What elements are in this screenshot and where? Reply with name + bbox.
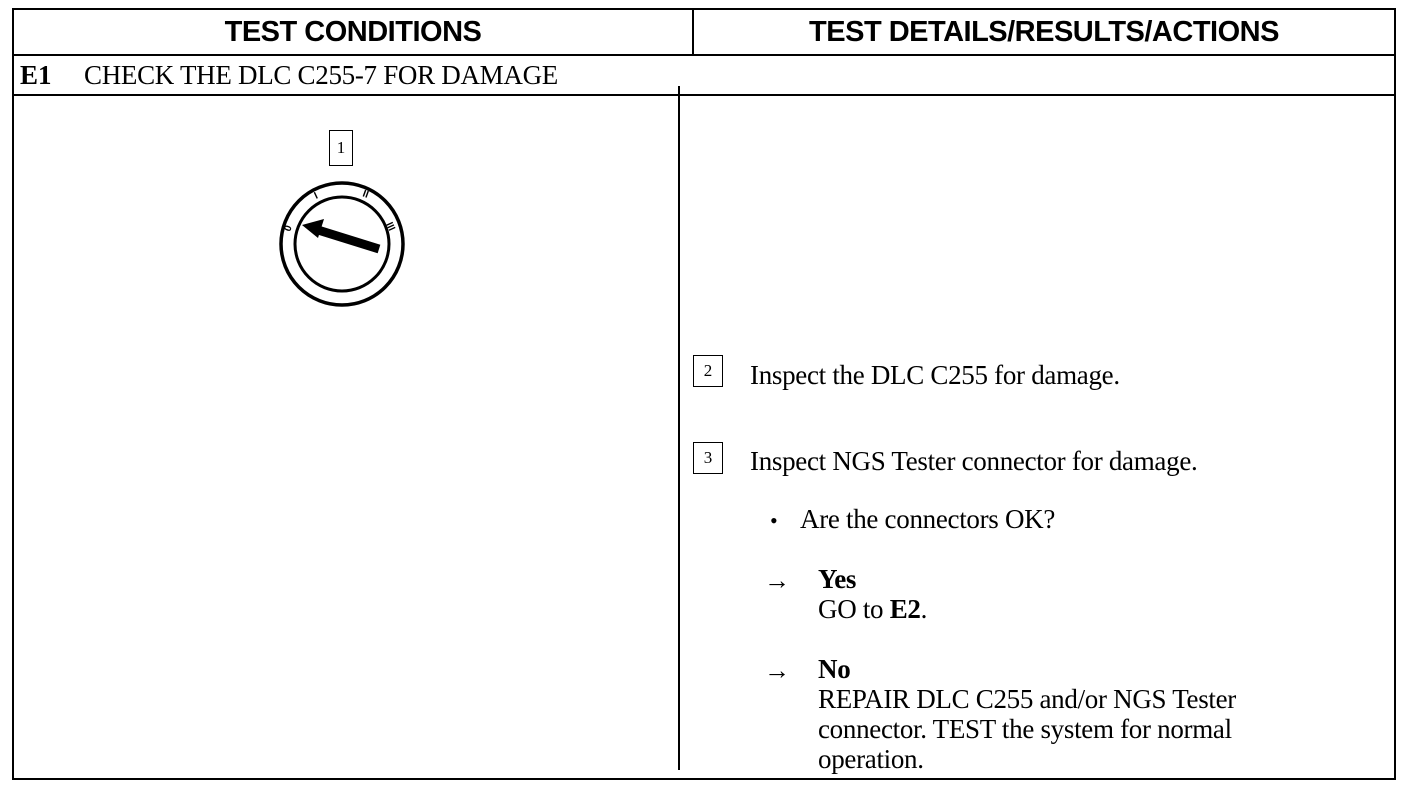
column-divider	[678, 86, 680, 770]
arrow-right-icon: →	[764, 656, 790, 685]
question-text: Are the connectors OK?	[800, 504, 1056, 534]
callout-3: 3	[693, 442, 723, 474]
no-action-line: connector. TEST the system for normal	[818, 714, 1232, 744]
bullet-icon: •	[770, 508, 778, 533]
arrow-right-icon: →	[764, 566, 790, 595]
position-label-1: I	[312, 190, 320, 202]
step-id: E1	[20, 59, 52, 90]
yes-action-prefix: GO to	[818, 594, 890, 624]
no-label: No	[818, 654, 851, 684]
callout-2: 2	[693, 355, 723, 387]
test-table	[12, 8, 1396, 780]
step-title: CHECK THE DLC C255-7 FOR DAMAGE	[84, 59, 558, 90]
step2-text: Inspect the DLC C255 for damage.	[750, 360, 1120, 390]
step3-text: Inspect NGS Tester connector for damage.	[750, 446, 1198, 476]
header-test-details: TEST DETAILS/RESULTS/ACTIONS	[809, 15, 1279, 48]
yes-label: Yes	[818, 564, 857, 594]
position-label-0: 0	[282, 224, 295, 234]
table-header-row	[14, 10, 1394, 56]
step-row	[14, 56, 1394, 96]
no-action-line: REPAIR DLC C255 and/or NGS Tester	[818, 684, 1236, 714]
callout-1: 1	[329, 130, 353, 166]
yes-action-target: E2	[889, 594, 921, 624]
position-label-2: II	[360, 188, 370, 201]
ignition-switch-icon	[272, 174, 412, 314]
yes-action-suffix: .	[920, 594, 928, 624]
no-action	[818, 684, 1338, 774]
header-test-conditions: TEST CONDITIONS	[14, 10, 694, 54]
yes-action	[818, 594, 927, 625]
no-action-line: operation.	[818, 744, 924, 774]
ignition-pointer-arrow	[302, 219, 379, 249]
position-label-3: III	[383, 220, 397, 233]
